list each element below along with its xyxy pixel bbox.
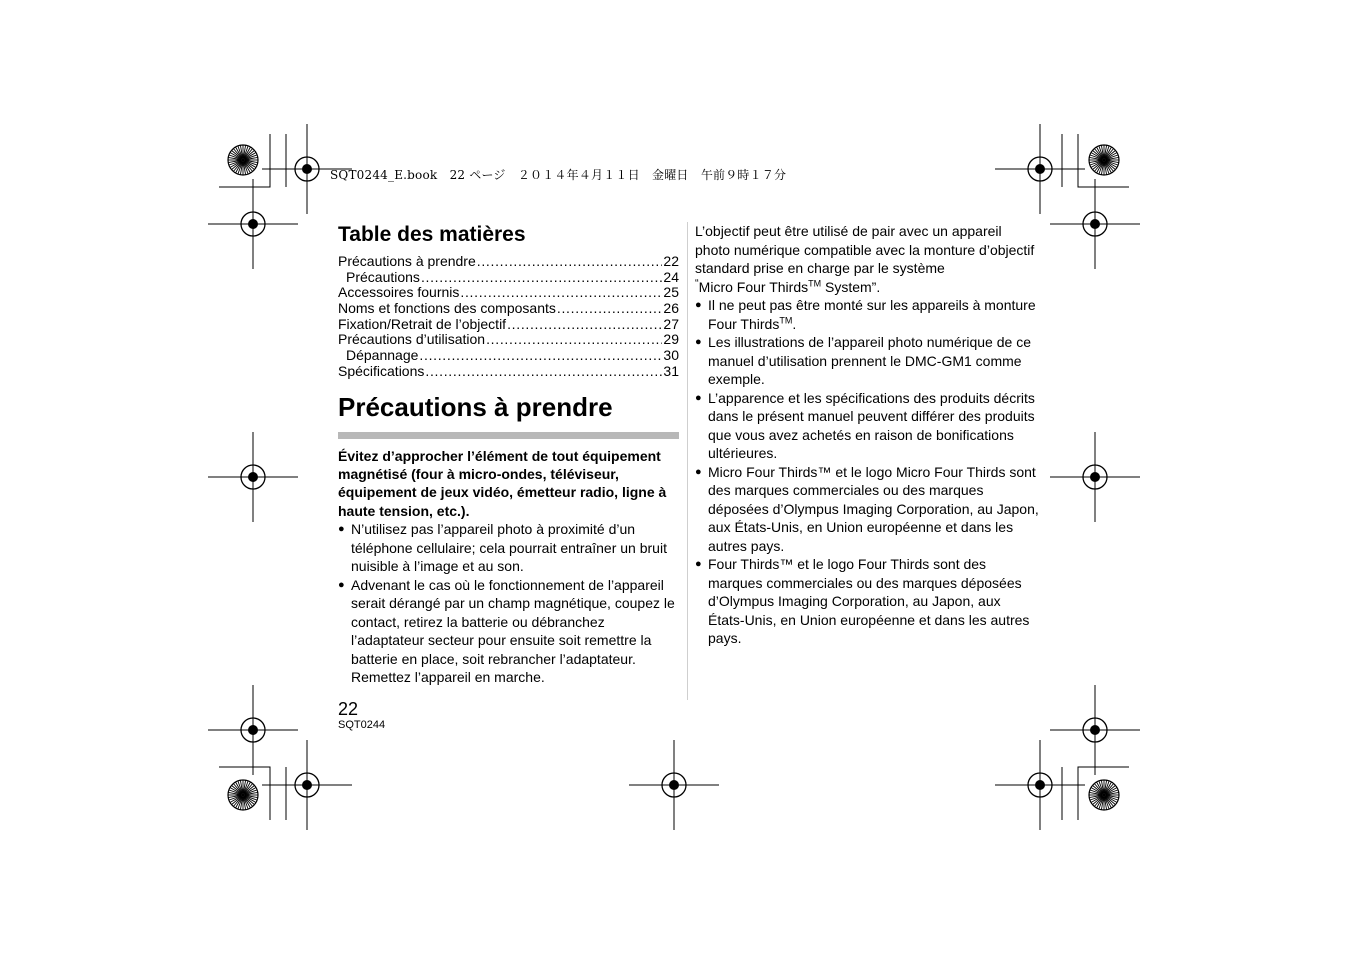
toc-entry-page: 30 xyxy=(663,347,679,364)
page-number: 22 xyxy=(338,699,359,719)
toc-entry-label: Précautions d’utilisation xyxy=(338,331,486,348)
toc-leader-dots xyxy=(507,317,662,333)
precaution-bullets xyxy=(338,520,679,687)
bullet-icon: ● xyxy=(695,558,702,570)
toc-entry-page: 27 xyxy=(663,315,679,332)
toc-entry[interactable] xyxy=(338,254,679,270)
registration-mark-icon xyxy=(208,179,298,269)
toc-entry-label: Accessoires fournis xyxy=(338,284,460,301)
toc-entry[interactable] xyxy=(338,270,679,286)
list-item: ● Micro Four Thirds™ et le logo Micro Four Thirds sont des marques commerciales ou des marques déposées d’Olympus Imaging Corporation, au Japon, aux États-Unis, en Union européenne et dans les autres pays. xyxy=(695,463,1039,554)
list-item: ● L’apparence et les spécifications des produits décrits dans le présent manuel peuvent différer des produits que vous avez achetés en raison de bonifications ultérieures. xyxy=(695,389,1035,461)
section-title: Précautions à prendre xyxy=(338,391,613,422)
registration-mark-icon xyxy=(1050,432,1140,522)
toc-list xyxy=(338,254,679,380)
toc-leader-dots xyxy=(425,364,662,380)
bullet-icon: ● xyxy=(695,391,702,404)
list-item: ● N’utilisez pas l’appareil photo à proximité d’un téléphone cellulaire; cela pourrait entraîner un bruit nuisible à l’image et au son. xyxy=(338,521,667,575)
toc-title: Table des matières xyxy=(338,223,526,246)
toc-entry[interactable] xyxy=(338,364,679,380)
toc-entry-page: 22 xyxy=(663,253,679,269)
registration-mark-icon xyxy=(995,124,1085,214)
registration-mark-icon xyxy=(629,740,719,830)
bullet-icon: ● xyxy=(695,336,702,348)
right-column xyxy=(695,222,1040,648)
bullet-icon: ● xyxy=(338,523,345,536)
section-rule xyxy=(338,432,679,439)
toc-leader-dots xyxy=(460,285,662,301)
toc-entry[interactable] xyxy=(338,348,679,364)
left-column xyxy=(338,222,679,687)
trademark-mark: TM xyxy=(808,277,822,288)
registration-mark-icon xyxy=(208,432,298,522)
model-code: SQT0244 xyxy=(338,719,386,731)
toc-entry-label: Noms et fonctions des composants xyxy=(338,300,556,317)
trademark-mark: TM xyxy=(779,314,793,325)
star-target-icon xyxy=(1089,780,1119,810)
toc-leader-dots xyxy=(486,332,662,348)
list-item: ● Advenant le cas où le fonctionnement de l’appareil serait dérangé par un champ magnétique, coupez le contact, retirez la batterie ou débranchez l’adaptateur secteur pour ensuite soit remettre la batterie en place, soit rebrancher l’adaptateur. Remettez l’appareil en marche. xyxy=(338,576,675,686)
bullet-icon: ● xyxy=(695,299,702,311)
list-item: ● Four Thirds™ et le logo Four Thirds sont des marques commerciales ou des marques déposées d’Olympus Imaging Corporation, au Japon, aux États-Unis, en Union européenne et dans les autres pays. xyxy=(695,556,1030,646)
star-target-icon xyxy=(228,145,258,175)
registration-mark-icon xyxy=(1050,179,1140,269)
star-target-icon xyxy=(1089,145,1119,175)
registration-mark-icon xyxy=(262,740,352,830)
toc-leader-dots xyxy=(419,348,662,364)
notes-bullets xyxy=(695,296,1040,648)
list-item: ● Les illustrations de l’appareil photo numérique de ce manuel d’utilisation prennent le DMC-GM1 comme exemple. xyxy=(695,334,1031,387)
toc-leader-dots xyxy=(477,254,663,270)
toc-leader-dots xyxy=(421,270,662,286)
bullet-icon: ● xyxy=(695,465,702,478)
lens-compatibility-text: L’objectif peut être utilisé de pair avec un appareil photo numérique compatible avec la monture d’objectif standard prise en charge par le système “Micro Four Thirds™ System”. xyxy=(695,223,1035,295)
toc-entry-label: Spécifications xyxy=(338,362,425,379)
toc-entry-label: Fixation/Retrait de l’objectif xyxy=(338,315,507,332)
print-slug: SQT0244_E.book 22 ページ ２０１４年４月１１日 金曜日 午前９時１７分 xyxy=(330,168,787,182)
toc-entry[interactable] xyxy=(338,317,679,333)
star-target-icon xyxy=(228,780,258,810)
toc-leader-dots xyxy=(557,301,663,317)
bullet-icon: ● xyxy=(338,578,345,591)
toc-entry[interactable] xyxy=(338,285,679,301)
toc-entry[interactable] xyxy=(338,301,679,317)
toc-entry-page: 25 xyxy=(663,284,679,301)
registration-mark-icon xyxy=(995,740,1085,830)
registration-mark-icon xyxy=(208,685,298,775)
list-item: ● Il ne peut pas être monté sur les appareils à monture Four Thirds™. xyxy=(695,297,1036,332)
toc-entry-page: 29 xyxy=(663,331,679,348)
registration-mark-icon xyxy=(1050,685,1140,775)
magnetic-warning: Évitez d’approcher l’élément de tout équipement magnétisé (four à micro-ondes, téléviseur, équipement de jeux vidéo, émetteur radio, ligne à haute tension, etc.). xyxy=(338,447,667,519)
toc-entry[interactable] xyxy=(338,332,679,348)
toc-entry-label: Précautions à prendre xyxy=(338,253,476,269)
toc-entry-page: 24 xyxy=(663,268,679,285)
toc-entry-page: 31 xyxy=(663,362,679,379)
toc-entry-label: Précautions xyxy=(346,268,420,285)
toc-entry-label: Dépannage xyxy=(346,347,419,364)
column-divider xyxy=(687,222,688,700)
toc-entry-page: 26 xyxy=(663,300,679,317)
